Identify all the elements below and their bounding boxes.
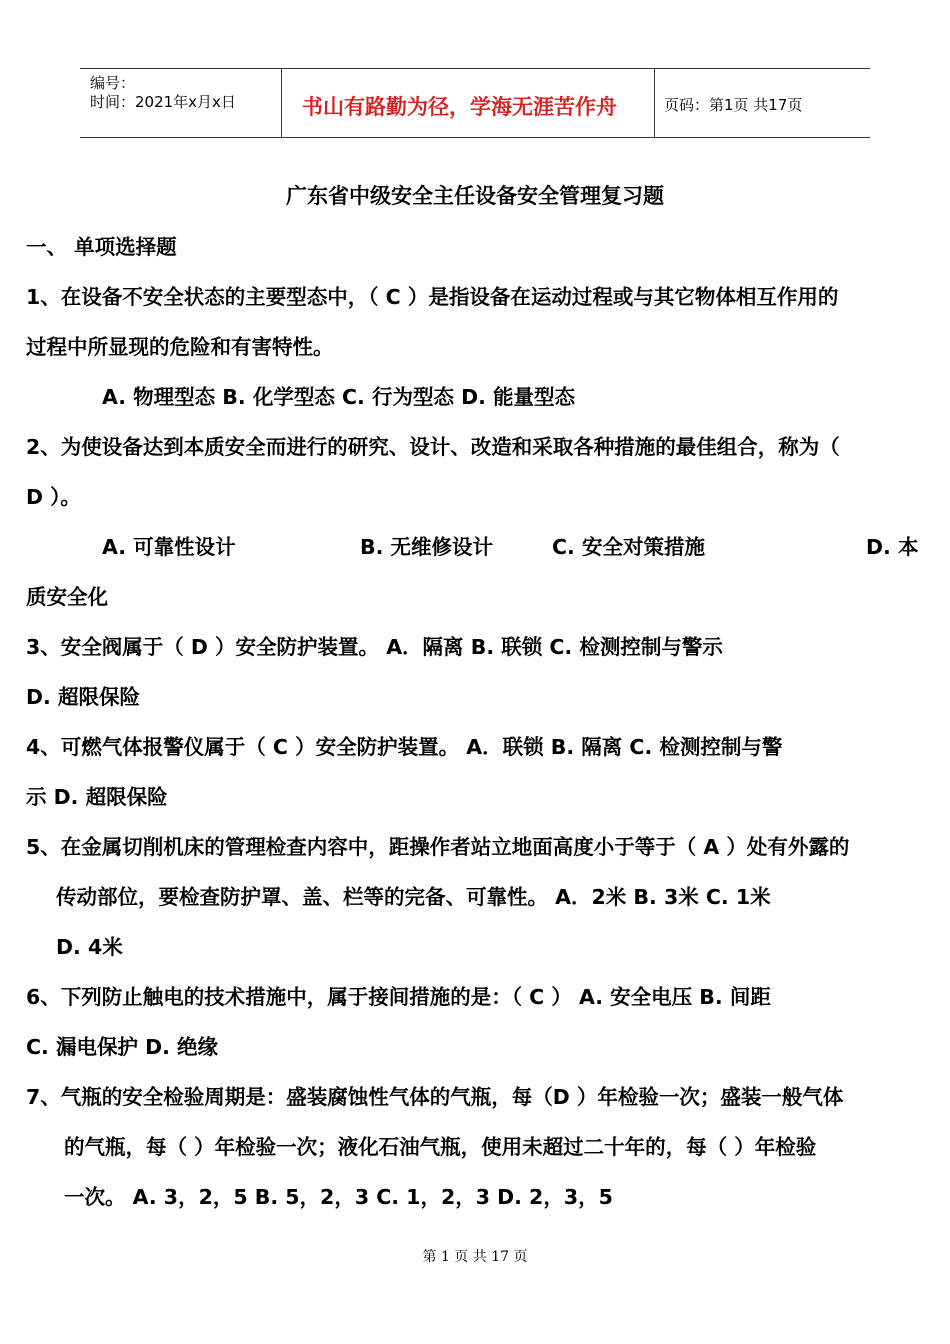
options-line: A. 物理型态 B. 化学型态 C. 行为型态 D. 能量型态 — [102, 385, 576, 409]
text-line: 的气瓶，每（ ）年检验一次；液化石油气瓶，使用未超过二十年的，每（ ）年检验 — [64, 1135, 817, 1159]
document-header — [80, 68, 870, 138]
document-title: 广东省中级安全主任设备安全管理复习题 — [286, 184, 664, 208]
text-line: 质安全化 — [26, 585, 108, 609]
text-line: 传动部位，要检查防护罩、盖、栏等的完备、可靠性。 A．2米 B. 3米 C. 1米 — [56, 885, 771, 909]
text-line: 3、安全阀属于（ D ）安全防护装置。 A．隔离 B. 联锁 C. 检测控制与警示 — [26, 635, 723, 659]
header-divider — [654, 69, 655, 137]
page-footer: 第 1 页 共 17 页 — [422, 1249, 528, 1265]
page-info: 页码：第1页 共17页 — [664, 96, 803, 114]
section-heading: 一、 单项选择题 — [26, 235, 177, 259]
text-line: 示 D. 超限保险 — [26, 785, 168, 809]
text-line: 1、在设备不安全状态的主要型态中，（ C ）是指设备在运动过程或与其它物体相互作用的 — [26, 285, 839, 309]
header-divider — [281, 69, 282, 137]
text-line: 7、气瓶的安全检验周期是：盛装腐蚀性气体的气瓶，每（D ）年检验一次；盛装一般气体 — [26, 1085, 844, 1109]
text-line: 5、在金属切削机床的管理检查内容中，距操作者站立地面高度小于等于（ A ）处有外露的 — [26, 835, 850, 859]
text-line: 一次。 A. 3，2，5 B. 5，2，3 C. 1，2，3 D. 2，3，5 — [64, 1185, 613, 1209]
text-line: 2、为使设备达到本质安全而进行的研究、设计、改造和采取各种措施的最佳组合，称为（ — [26, 435, 840, 459]
option-item: B. 无维修设计 — [360, 535, 494, 559]
time-label: 时间：2021年x月x日 — [90, 93, 236, 111]
option-item: A. 可靠性设计 — [102, 535, 236, 559]
text-line: D. 超限保险 — [26, 685, 140, 709]
serial-label: 编号： — [90, 74, 136, 92]
option-item: C. 安全对策措施 — [552, 535, 705, 559]
motto: 书山有路勤为径，学海无涯苦作舟 — [302, 95, 617, 119]
text-line: 6、下列防止触电的技术措施中，属于接间措施的是：（ C ） A. 安全电压 B. 间距 — [26, 985, 771, 1009]
text-line: D. 4米 — [56, 935, 123, 959]
text-line: D ）。 — [26, 485, 81, 509]
option-item: D. 本 — [866, 535, 919, 559]
text-line: 过程中所显现的危险和有害特性。 — [26, 335, 334, 359]
text-line: 4、可燃气体报警仪属于（ C ）安全防护装置。 A．联锁 B. 隔离 C. 检测控制与警 — [26, 735, 783, 759]
text-line: C. 漏电保护 D. 绝缘 — [26, 1035, 219, 1059]
